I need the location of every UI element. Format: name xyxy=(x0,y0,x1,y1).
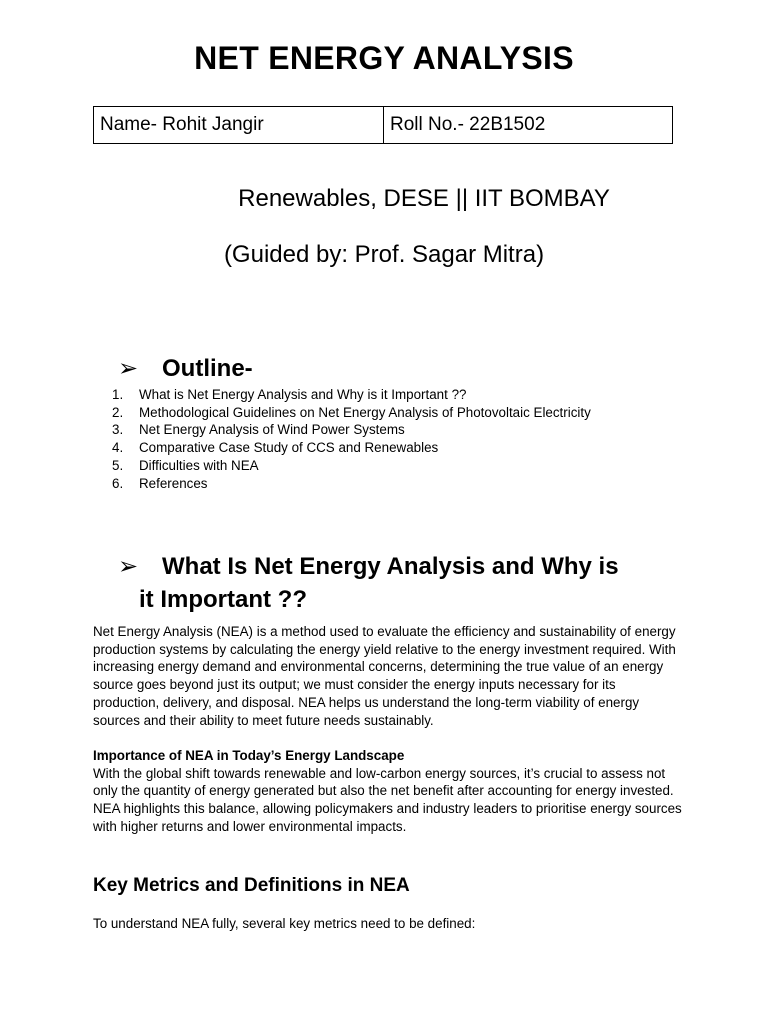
roll-number-cell: Roll No.- 22B1502 xyxy=(384,107,673,144)
list-item-text: Difficulties with NEA xyxy=(139,457,259,473)
section-heading-line2: it Important ?? xyxy=(139,586,307,613)
section-heading-nea xyxy=(118,550,678,616)
arrow-bullet-icon: ➢ xyxy=(118,553,139,580)
author-info-table xyxy=(93,106,673,144)
key-metrics-intro: To understand NEA fully, several key metrics need to be defined: xyxy=(93,916,476,931)
list-item xyxy=(112,421,591,439)
author-info-row xyxy=(94,107,673,144)
list-item-text: What is Net Energy Analysis and Why is it Important ?? xyxy=(139,387,467,402)
outline-heading xyxy=(118,354,253,383)
arrow-bullet-icon: ➢ xyxy=(118,355,139,382)
list-item-number: 1. xyxy=(112,387,124,402)
list-item xyxy=(112,439,591,457)
key-metrics-heading: Key Metrics and Definitions in NEA xyxy=(93,875,410,896)
student-name-cell: Name- Rohit Jangir xyxy=(94,107,384,144)
nea-intro-paragraph: Net Energy Analysis (NEA) is a method used to evaluate the efficiency and sustainability of energy production systems by calculating the energy yield relative to the energy investment required. With increasing energy demand and environmental concerns, determining the true value of an energy source goes beyond just its output; we must consider the energy inputs necessary for its production, delivery, and disposal. NEA helps us understand the long-term viability of energy sources and their ability to meet future needs sustainably. xyxy=(93,624,676,728)
list-item-number: 2. xyxy=(112,404,124,420)
importance-heading: Importance of NEA in Today’s Energy Landscape xyxy=(93,748,405,763)
section-heading-line1: What Is Net Energy Analysis and Why is xyxy=(162,553,619,580)
list-item-number: 3. xyxy=(112,422,124,438)
list-item xyxy=(112,404,591,422)
list-item-number: 4. xyxy=(112,440,124,456)
list-item-text: Net Energy Analysis of Wind Power Systems xyxy=(139,422,405,438)
list-item xyxy=(112,457,591,475)
list-item-number: 6. xyxy=(112,475,124,491)
importance-block xyxy=(93,747,683,836)
department-subtitle: Renewables, DESE || IIT BOMBAY xyxy=(238,185,610,212)
list-item-text: References xyxy=(139,475,208,491)
list-item-number: 5. xyxy=(112,457,124,473)
guide-subtitle: (Guided by: Prof. Sagar Mitra) xyxy=(223,241,545,268)
list-item xyxy=(112,386,591,404)
document-title: NET ENERGY ANALYSIS xyxy=(194,40,574,76)
list-item xyxy=(112,475,591,493)
list-item-text: Methodological Guidelines on Net Energy Analysis of Photovoltaic Electricity xyxy=(139,404,591,420)
importance-paragraph: With the global shift towards renewable and low-carbon energy sources, it’s crucial to assess not only the quantity of energy generated but also the net benefit after accounting for energy invested. NEA highlights this balance, allowing policymakers and industry leaders to prioritise energy sources with higher returns and lower environmental impacts. xyxy=(93,765,682,834)
outline-list xyxy=(112,386,591,492)
outline-heading-text: Outline- xyxy=(162,355,253,382)
list-item-text: Comparative Case Study of CCS and Renewables xyxy=(139,440,439,456)
